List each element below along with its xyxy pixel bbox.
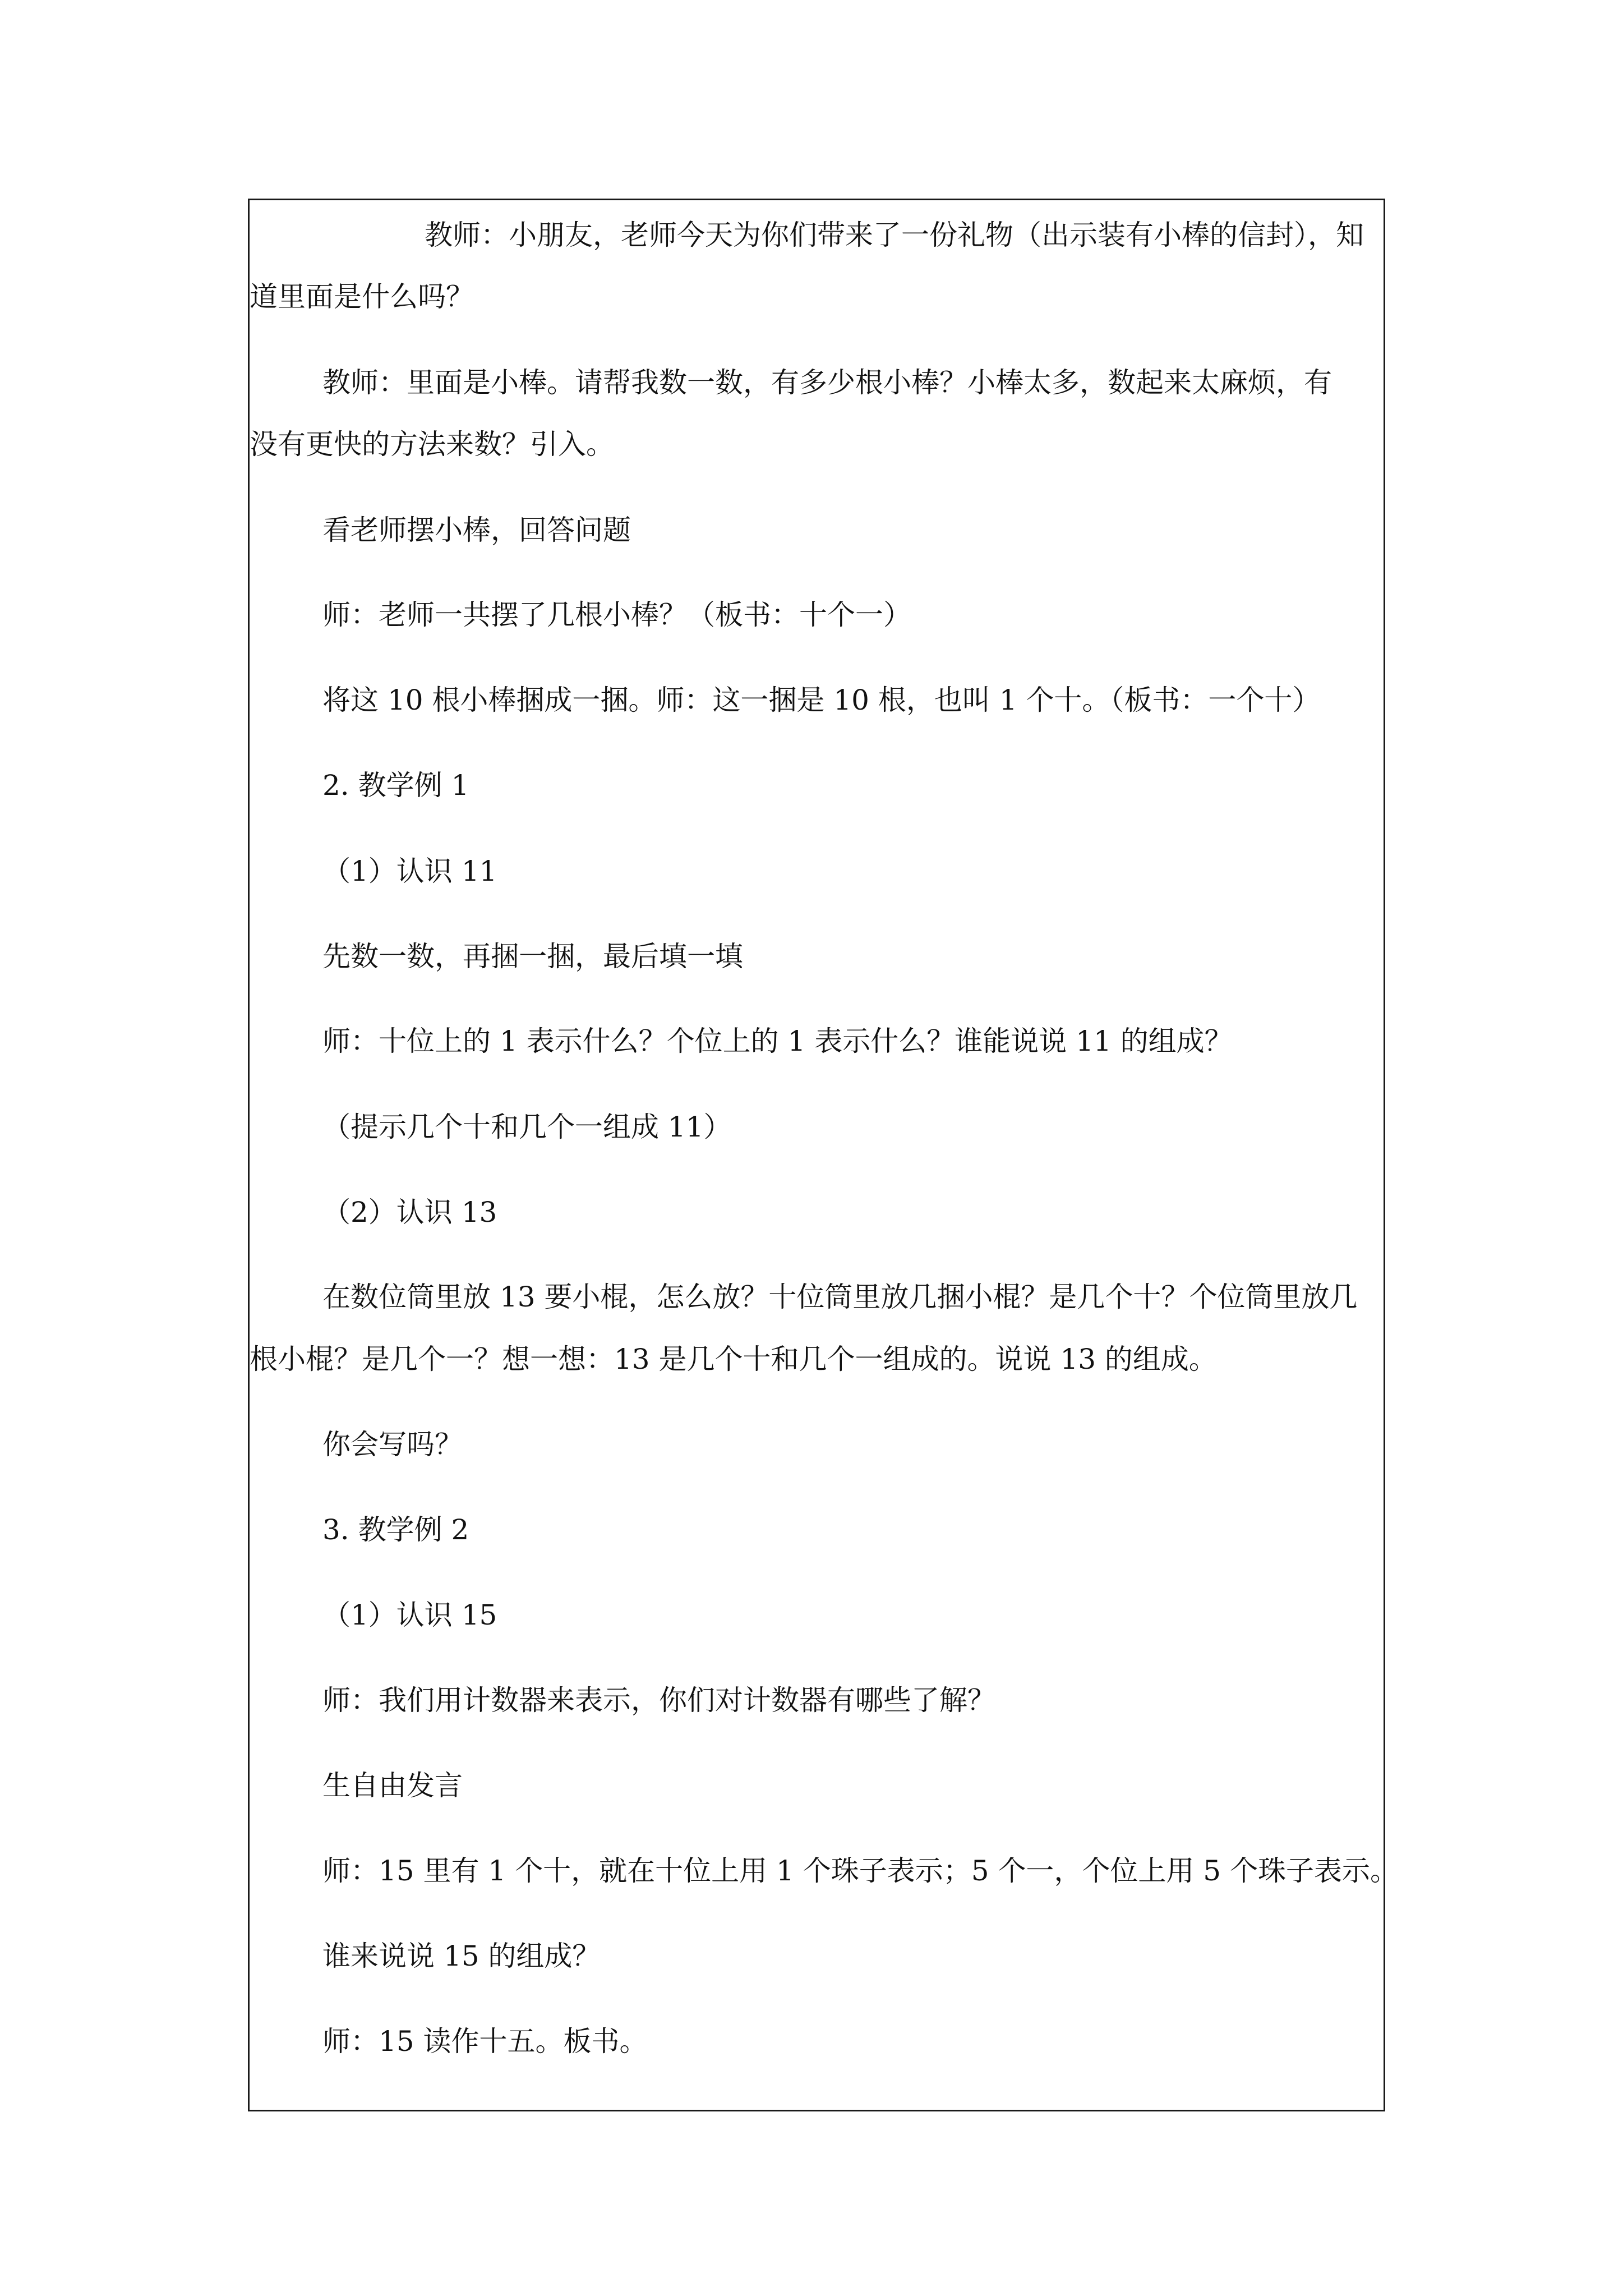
paragraph-text: 教师：小朋友，老师今天为你们带来了一份礼物（出示装有小棒的信封），知 <box>425 219 1364 251</box>
paragraph-13: 生自由发言 <box>322 1769 463 1802</box>
section-heading-example-1: 2. 教学例 1 <box>322 769 469 802</box>
paragraph-7: 师：十位上的 1 表示什么？个位上的 1 表示什么？谁能说说 11 的组成？ <box>322 1025 1233 1057</box>
paragraph-2-line-1: 教师：里面是小棒。请帮我数一数，有多少根小棒？小棒太多，数起来太麻烦，有 <box>322 366 1332 399</box>
paragraph-1-line-1 <box>250 218 1371 252</box>
paragraph-11: （1）认识 15 <box>322 1599 497 1631</box>
paragraph-10: 你会写吗？ <box>322 1428 463 1461</box>
paragraph-3: 看老师摆小棒，回答问题 <box>322 514 631 546</box>
paragraph-15: 谁来说说 15 的组成？ <box>322 1940 601 1972</box>
paragraph-9-line-1: 在数位筒里放 13 要小棍，怎么放？十位筒里放几捆小棍？是几个十？个位筒里放几 <box>322 1281 1358 1313</box>
subsection-heading-11: （1）认识 11 <box>322 855 497 887</box>
paragraph-1-line-2: 道里面是什么吗？ <box>250 280 474 313</box>
paragraph-8: （提示几个十和几个一组成 11） <box>322 1111 732 1143</box>
subsection-heading-13: （2）认识 13 <box>322 1196 497 1228</box>
content-frame <box>248 199 1399 2111</box>
section-heading-example-2: 3. 教学例 2 <box>322 1513 469 1546</box>
paragraph-6: 先数一数，再捆一捆，最后填一填 <box>322 940 743 973</box>
paragraph-4: 师：老师一共摆了几根小棒？（板书：十个一） <box>322 599 911 631</box>
paragraph-2-line-2: 没有更快的方法来数？引入。 <box>250 428 614 461</box>
paragraph-12: 师：我们用计数器来表示，你们对计数器有哪些了解？ <box>322 1684 995 1717</box>
paragraph-9-line-2: 根小棍？是几个一？想一想：13 是几个十和几个一组成的。说说 13 的组成。 <box>250 1343 1217 1375</box>
paragraph-5: 将这 10 根小棒捆成一捆。师：这一捆是 10 根，也叫 1 个十。（板书：一个十） <box>322 684 1321 716</box>
paragraph-16: 师：15 读作十五。板书。 <box>322 2025 648 2058</box>
paragraph-14: 师：15 里有 1 个十，就在十位上用 1 个珠子表示；5 个一，个位上用 5 个珠子表示。 <box>322 1855 1399 1887</box>
